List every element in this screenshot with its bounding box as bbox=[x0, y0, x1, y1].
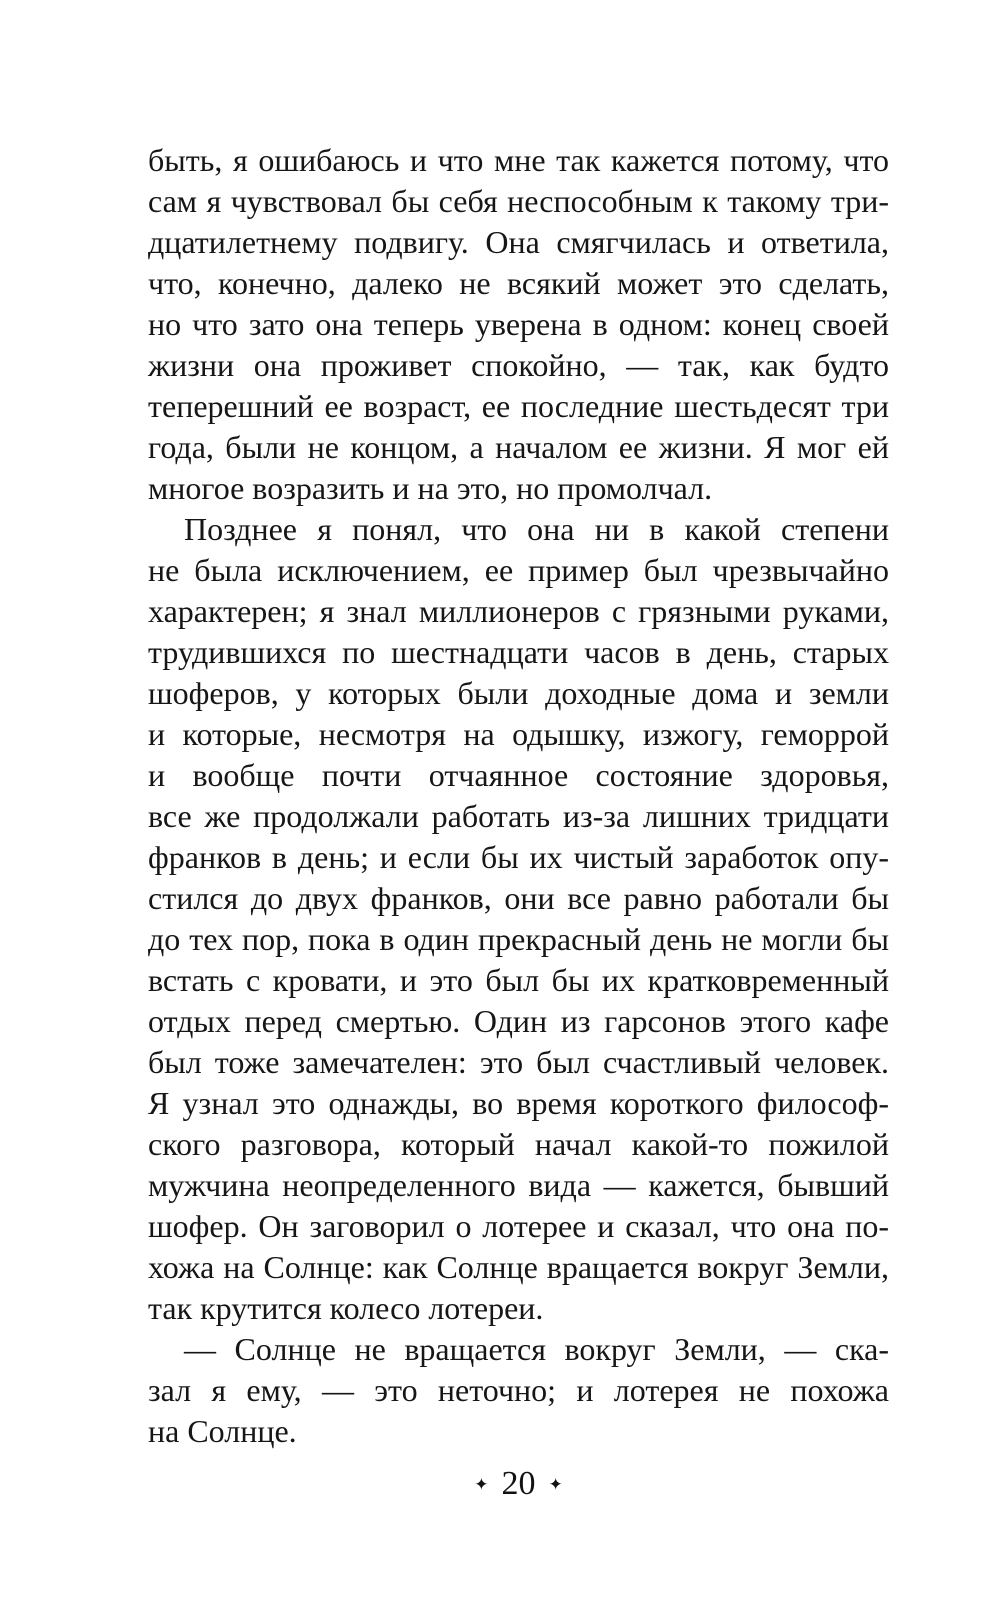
text-line: зал я ему, — это неточно; и лотерея не похожа bbox=[148, 1372, 889, 1408]
text-line: дцатилетнему подвигу. Она смягчилась и ответила, bbox=[148, 224, 889, 260]
text-line: встать с кровати, и это был бы их кратковременный bbox=[148, 962, 889, 998]
page-footer bbox=[148, 1464, 889, 1504]
text-line: не была исключением, ее пример был чрезвычайно bbox=[148, 552, 889, 588]
text-line: года, были не концом, а началом ее жизни. Я мог ей bbox=[148, 429, 889, 465]
page-text bbox=[148, 140, 889, 1452]
ornament-right-icon: ✦ bbox=[548, 1474, 563, 1495]
text-line: шоферов, у которых были доходные дома и земли bbox=[148, 675, 889, 711]
text-line: Позднее я понял, что она ни в какой степени bbox=[184, 511, 889, 547]
text-line: на Солнце. bbox=[148, 1413, 297, 1449]
text-line: был тоже замечателен: это был счастливый человек. bbox=[148, 1044, 889, 1080]
ornament-left-icon: ✦ bbox=[474, 1474, 489, 1495]
text-line: так крутится колесо лотереи. bbox=[148, 1290, 544, 1326]
text-line: характерен; я знал миллионеров с грязными руками, bbox=[148, 593, 889, 629]
text-line: но что зато она теперь уверена в одном: конец своей bbox=[148, 306, 889, 342]
text-line: стился до двух франков, они все равно работали бы bbox=[148, 880, 889, 916]
text-line: до тех пор, пока в один прекрасный день не могли бы bbox=[148, 921, 889, 957]
text-line: трудившихся по шестнадцати часов в день, старых bbox=[148, 634, 889, 670]
text-line: отдых перед смертью. Один из гарсонов этого кафе bbox=[148, 1003, 889, 1039]
text-line: Я узнал это однажды, во время короткого философ- bbox=[148, 1085, 889, 1121]
page-number: 20 bbox=[501, 1465, 536, 1502]
text-line: — Солнце не вращается вокруг Земли, — ска- bbox=[184, 1331, 889, 1367]
text-line: все же продолжали работать из-за лишних тридцати bbox=[148, 798, 889, 834]
text-line: многое возразить и на это, но промолчал. bbox=[148, 470, 713, 506]
text-line: сам я чувствовал бы себя неспособным к такому три- bbox=[148, 183, 889, 219]
text-line: хожа на Солнце: как Солнце вращается вокруг Земли, bbox=[148, 1249, 889, 1285]
text-line: что, конечно, далеко не всякий может это сделать, bbox=[148, 265, 889, 301]
text-line: жизни она проживет спокойно, — так, как будто bbox=[148, 347, 889, 383]
text-line: теперешний ее возраст, ее последние шестьдесят три bbox=[148, 388, 889, 424]
text-line: и вообще почти отчаянное состояние здоровья, bbox=[148, 757, 889, 793]
text-line: быть, я ошибаюсь и что мне так кажется потому, что bbox=[148, 142, 889, 178]
text-line: франков в день; и если бы их чистый заработок опу- bbox=[148, 839, 889, 875]
text-line: и которые, несмотря на одышку, изжогу, геморрой bbox=[148, 716, 889, 752]
text-line: шофер. Он заговорил о лотерее и сказал, что она по- bbox=[148, 1208, 889, 1244]
text-line: ского разговора, который начал какой-то пожилой bbox=[148, 1126, 889, 1162]
text-line: мужчина неопределенного вида — кажется, бывший bbox=[148, 1167, 889, 1203]
